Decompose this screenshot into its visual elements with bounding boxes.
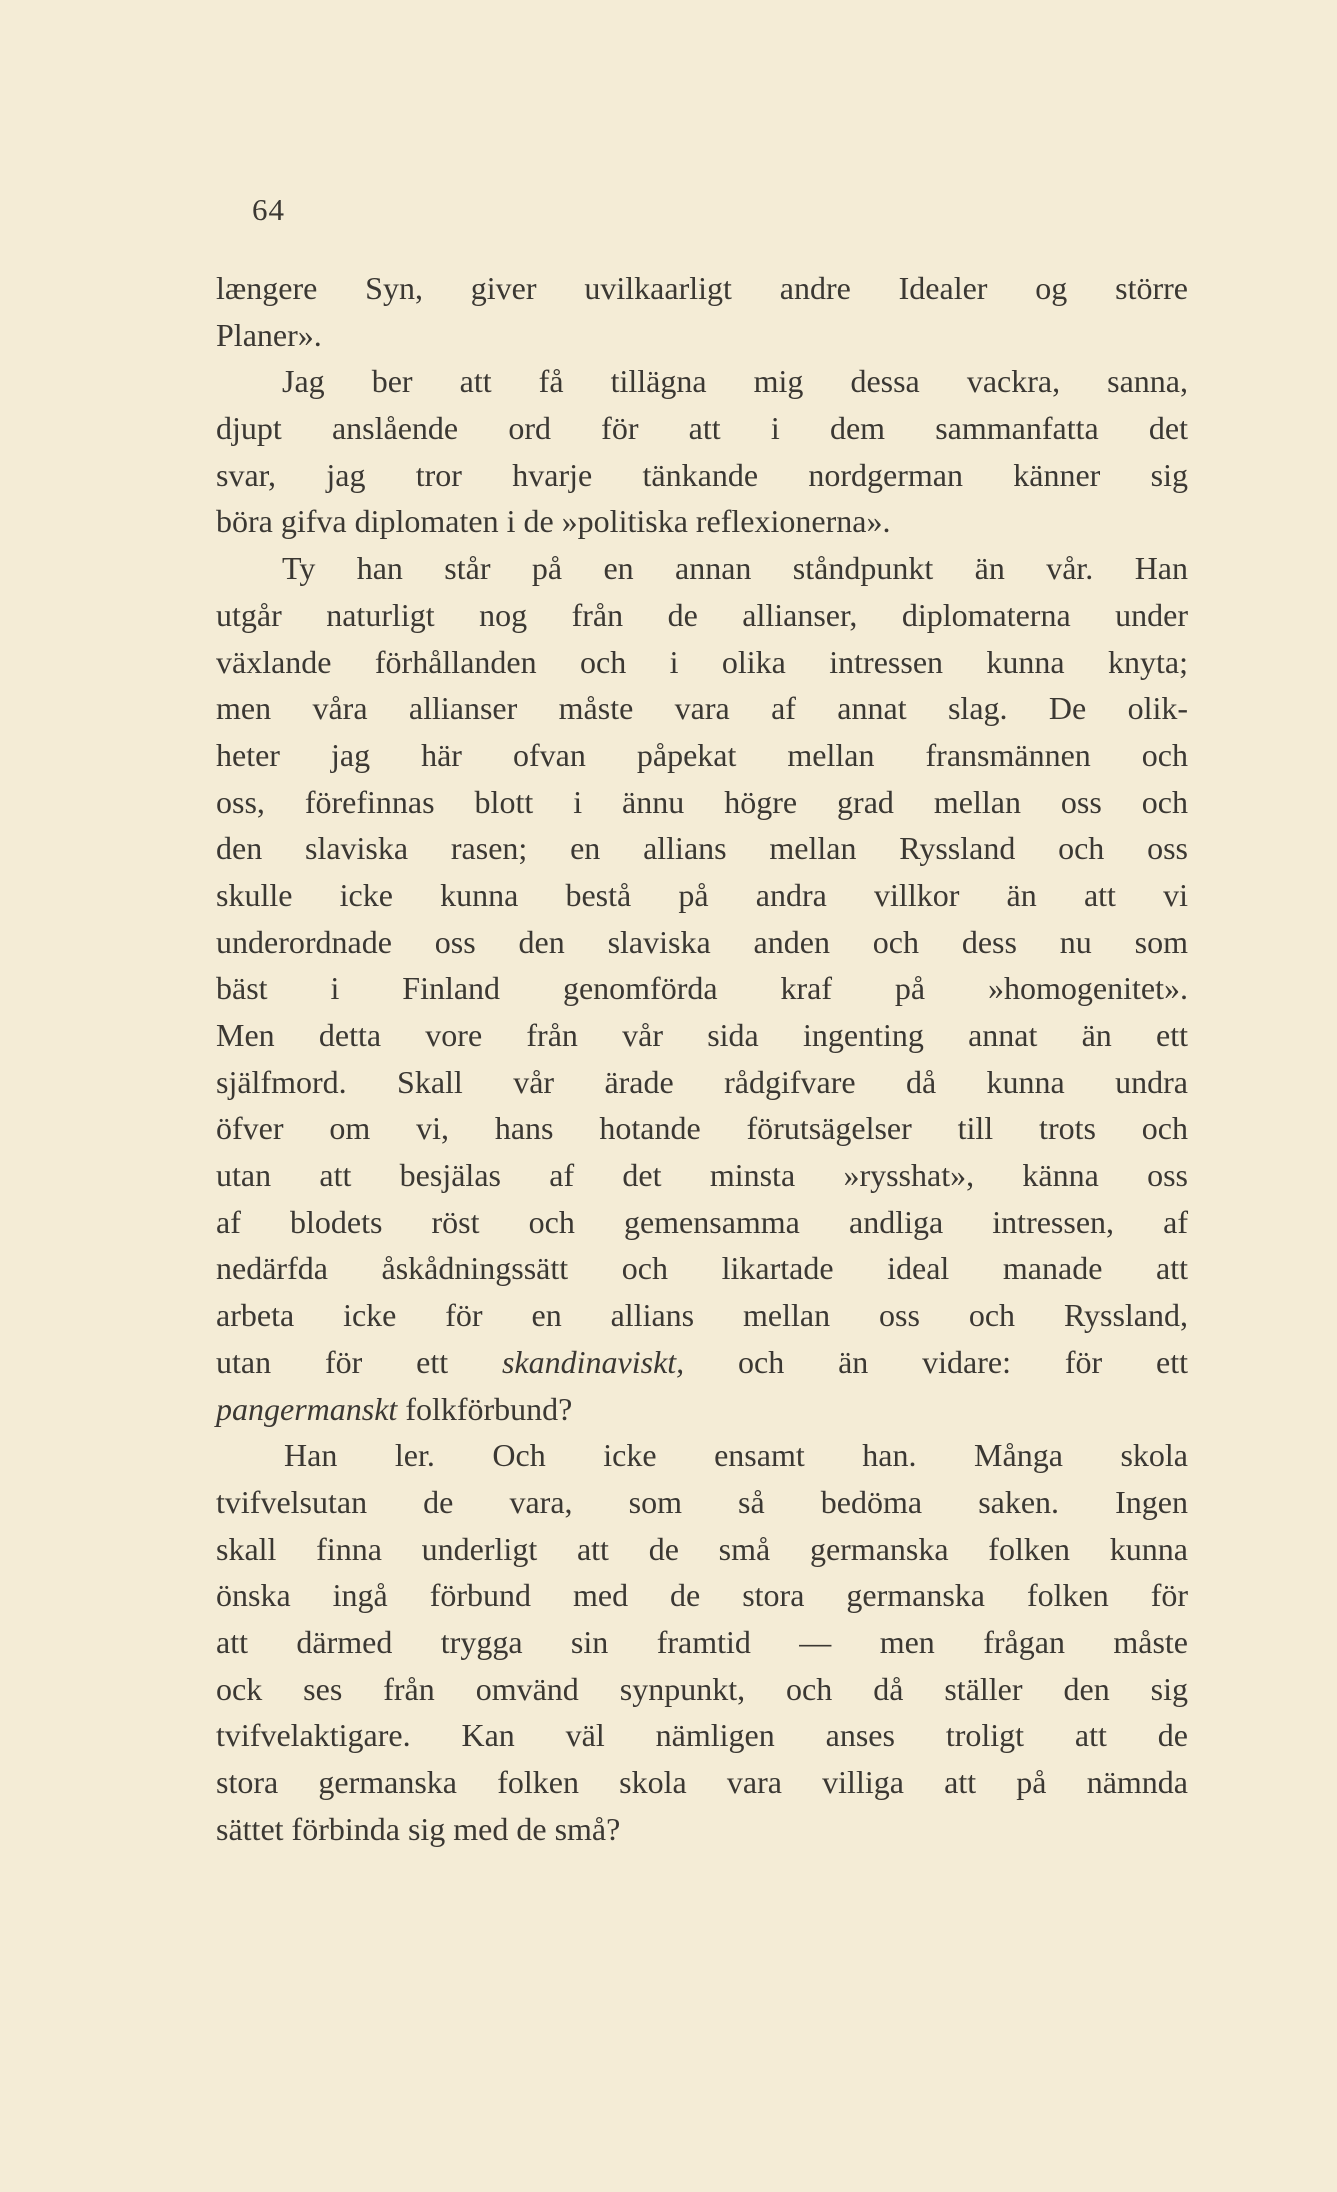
text-line: att därmed trygga sin framtid — men frågan måste — [216, 1623, 1188, 1660]
paragraph-start-line: Ty han står på en annan ståndpunkt än vår. Han — [282, 550, 1188, 587]
text-line: skall finna underligt att de små germanska folken kunna — [216, 1530, 1188, 1567]
text-line: bäst i Finland genomförda kraf på »homogenitet». — [216, 970, 1188, 1007]
text-line: underordnade oss den slaviska anden och dess nu som — [216, 923, 1188, 960]
text-line: sättet förbinda sig med de små? — [216, 1810, 621, 1847]
body-text — [216, 265, 1188, 1852]
text-line: djupt anslående ord för att i dem sammanfatta det — [216, 410, 1188, 447]
text-line: tvifvelaktigare. Kan väl nämligen anses troligt att de — [216, 1717, 1188, 1754]
text-line: svar, jag tror hvarje tänkande nordgerman känner sig — [216, 456, 1188, 493]
text-line-with-emphasis — [216, 1386, 1188, 1433]
text-line: önska ingå förbund med de stora germanska folken för — [216, 1577, 1188, 1614]
text-line-with-emphasis — [216, 1339, 1188, 1386]
text-fragment: utan för ett — [216, 1343, 449, 1380]
text-line: længere Syn, giver uvilkaarligt andre Idealer og större — [216, 270, 1188, 306]
emphasized-word: skandinaviskt, — [501, 1343, 685, 1380]
text-line: växlande förhållanden och i olika intressen kunna knyta; — [216, 643, 1188, 680]
emphasized-word: pangermanskt — [216, 1390, 398, 1427]
text-line: Planer». — [216, 316, 322, 353]
text-line: utgår naturligt nog från de allianser, diplomaterna under — [216, 596, 1188, 633]
text-fragment: folkförbund? — [405, 1390, 573, 1427]
text-line: skulle icke kunna bestå på andra villkor än att vi — [216, 876, 1188, 913]
text-line: den slaviska rasen; en allians mellan Ryssland och oss — [216, 830, 1188, 867]
page-number: 64 — [252, 192, 285, 227]
text-line: nedärfda åskådningssätt och likartade ideal manade att — [216, 1250, 1188, 1287]
text-line: böra gifva diplomaten i de »politiska reflexionerna». — [216, 503, 891, 540]
text-line: själfmord. Skall vår ärade rådgifvare då kunna undra — [216, 1063, 1188, 1100]
text-line: ock ses från omvänd synpunkt, och då ställer den sig — [216, 1670, 1188, 1707]
text-line: stora germanska folken skola vara villiga att på nämnda — [216, 1764, 1188, 1800]
text-line: tvifvelsutan de vara, som så bedöma saken. Ingen — [216, 1483, 1188, 1520]
text-line: Men detta vore från vår sida ingenting annat än ett — [216, 1017, 1188, 1053]
text-line: men våra allianser måste vara af annat slag. De olik- — [216, 690, 1188, 727]
paragraph-start-line: Jag ber att få tillägna mig dessa vackra, sanna, — [282, 363, 1188, 400]
text-line: oss, förefinnas blott i ännu högre grad mellan oss och — [216, 783, 1188, 820]
text-line: arbeta icke för en allians mellan oss och Ryssland, — [216, 1297, 1188, 1334]
paragraph-start-line: Han ler. Och icke ensamt han. Många skola — [284, 1437, 1188, 1474]
text-line: af blodets röst och gemensamma andliga intressen, af — [216, 1203, 1188, 1240]
text-line: heter jag här ofvan påpekat mellan fransmännen och — [216, 736, 1188, 773]
text-line: öfver om vi, hans hotande förutsägelser till trots och — [216, 1110, 1188, 1147]
text-fragment: och än vidare: för ett — [738, 1343, 1188, 1380]
text-line: utan att besjälas af det minsta »rysshat», känna oss — [216, 1157, 1188, 1194]
